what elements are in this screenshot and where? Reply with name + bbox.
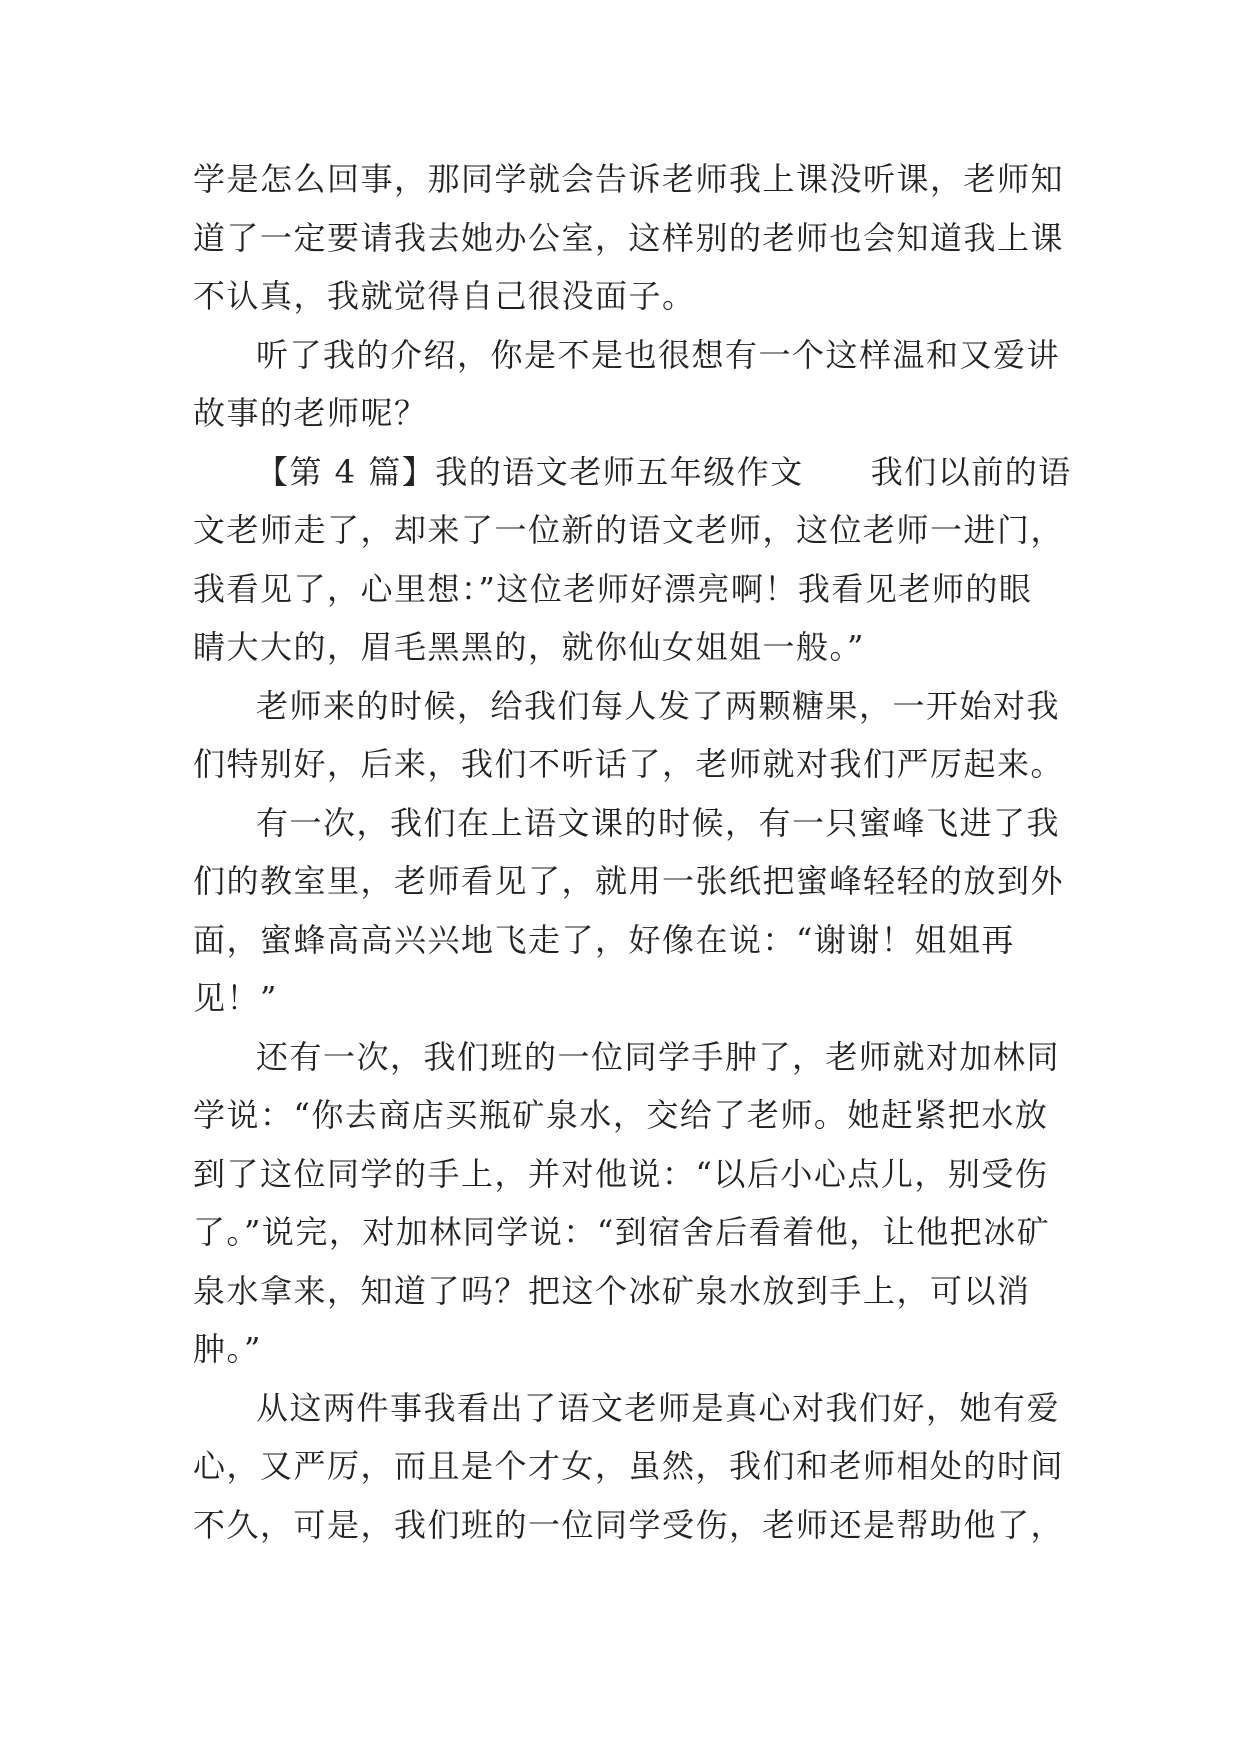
paragraph [193, 1379, 1065, 1555]
text-line: 听了我的介绍，你是不是也很想有一个这样温和又爱讲 [256, 335, 1061, 374]
paragraph [193, 150, 1065, 326]
text-line: 文老师走了，却来了一位新的语文老师，这位老师一进门， [193, 511, 1065, 549]
text-line: 【第 4 篇】我的语文老师五年级作文 我们以前的语 [256, 452, 1072, 491]
text-line: 面，蜜蜂高高兴兴地飞走了，好像在说：“谢谢！姐姐再 [193, 920, 1015, 959]
text-line: 们的教室里，老师看见了，就用一张纸把蜜峰轻轻的放到外 [193, 862, 1065, 900]
text-line: 们特别好，后来，我们不听话了，老师就对我们严厉起来。 [193, 745, 1065, 783]
text-line: 我看见了，心里想：”这位老师好漂亮啊！我看见老师的眼 [193, 569, 1033, 608]
text-line: 故事的老师呢？ [193, 394, 428, 432]
text-line: 见！” [193, 979, 278, 1017]
paragraph [193, 677, 1065, 794]
text-line: 还有一次，我们班的一位同学手肿了，老师就对加林同 [256, 1037, 1061, 1076]
text-line: 泉水拿来，知道了吗？把这个冰矿泉水放到手上，可以消 [193, 1271, 1031, 1310]
text-line: 不久，可是，我们班的一位同学受伤，老师还是帮助他了， [193, 1505, 1065, 1544]
text-line: 道了一定要请我去她办公室，这样别的老师也会知道我上课 [193, 218, 1065, 257]
paragraph [193, 1028, 1061, 1379]
text-line: 学说：“你去商店买瓶矿泉水，交给了老师。她赶紧把水放 [193, 1096, 1049, 1134]
text-line: 睛大大的，眉毛黑黑的，就你仙女姐姐一般。” [193, 628, 865, 666]
paragraph [193, 794, 1065, 1028]
text-line: 肿。” [193, 1330, 262, 1368]
document-page [193, 150, 1072, 1554]
text-line: 到了这位同学的手上，并对他说：“以后小心点儿，别受伤 [193, 1154, 1049, 1193]
text-line: 学是怎么回事，那同学就会告诉老师我上课没听课，老师知 [193, 160, 1065, 198]
paragraph [193, 326, 1061, 443]
text-line: 心，又严厉，而且是个才女，虽然，我们和老师相处的时间 [193, 1447, 1065, 1485]
text-line: 从这两件事我看出了语文老师是真心对我们好，她有爱 [256, 1388, 1061, 1427]
text-line: 不认真，我就觉得自己很没面子。 [193, 277, 696, 315]
text-line: 了。”说完，对加林同学说：“到宿舍后看着他，让他把冰矿 [193, 1213, 1051, 1251]
paragraph [193, 443, 1072, 677]
text-line: 老师来的时候，给我们每人发了两颗糖果，一开始对我 [256, 686, 1061, 725]
text-line: 有一次，我们在上语文课的时候，有一只蜜峰飞进了我 [256, 803, 1061, 842]
